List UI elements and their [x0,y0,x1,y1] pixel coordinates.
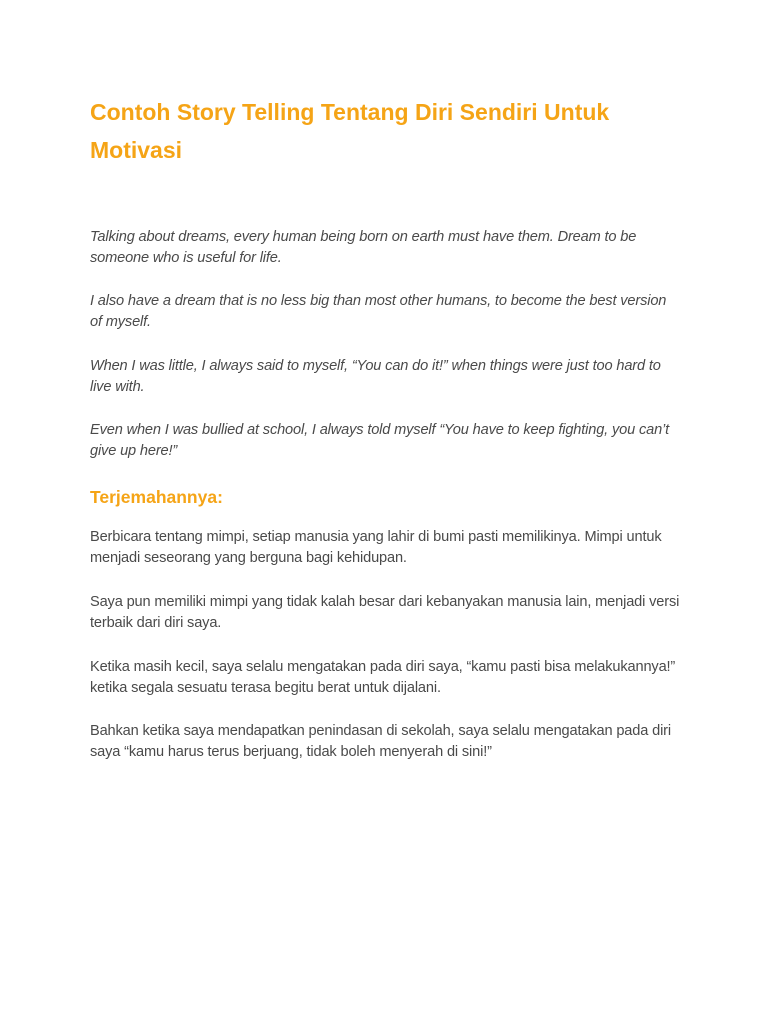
indonesian-paragraph-2: Saya pun memiliki mimpi yang tidak kalah besar dari kebanyakan manusia lain, menjadi versi terbaik dari diri saya. [90,594,680,631]
indonesian-paragraph-1: Berbicara tentang mimpi, setiap manusia yang lahir di bumi pasti memilikinya. Mimpi untuk menjadi seseorang yang berguna bagi kehidupan. [90,529,662,566]
english-paragraph-4: Even when I was bullied at school, I always told myself “You have to keep fighting, you can’t give up here!” [90,422,670,459]
indonesian-paragraph-4: Bahkan ketika saya mendapatkan penindasan di sekolah, saya selalu mengatakan pada diri saya “kamu harus terus berjuang, tidak boleh menyerah di sini!” [90,723,671,760]
english-paragraph-2: I also have a dream that is no less big than most other humans, to become the best version of myself. [90,293,667,330]
english-paragraph-1: Talking about dreams, every human being born on earth must have them. Dream to be someone who is useful for life. [90,229,637,266]
english-paragraph-3: When I was little, I always said to myself, “You can do it!” when things were just too hard to live with. [90,358,661,395]
translation-heading: Terjemahannya: [90,487,223,507]
document-title: Contoh Story Telling Tentang Diri Sendiri Untuk Motivasi [90,99,610,163]
indonesian-paragraph-3: Ketika masih kecil, saya selalu mengatakan pada diri saya, “kamu pasti bisa melakukannya!” ketika segala sesuatu terasa begitu berat untuk dijalani. [90,659,676,696]
